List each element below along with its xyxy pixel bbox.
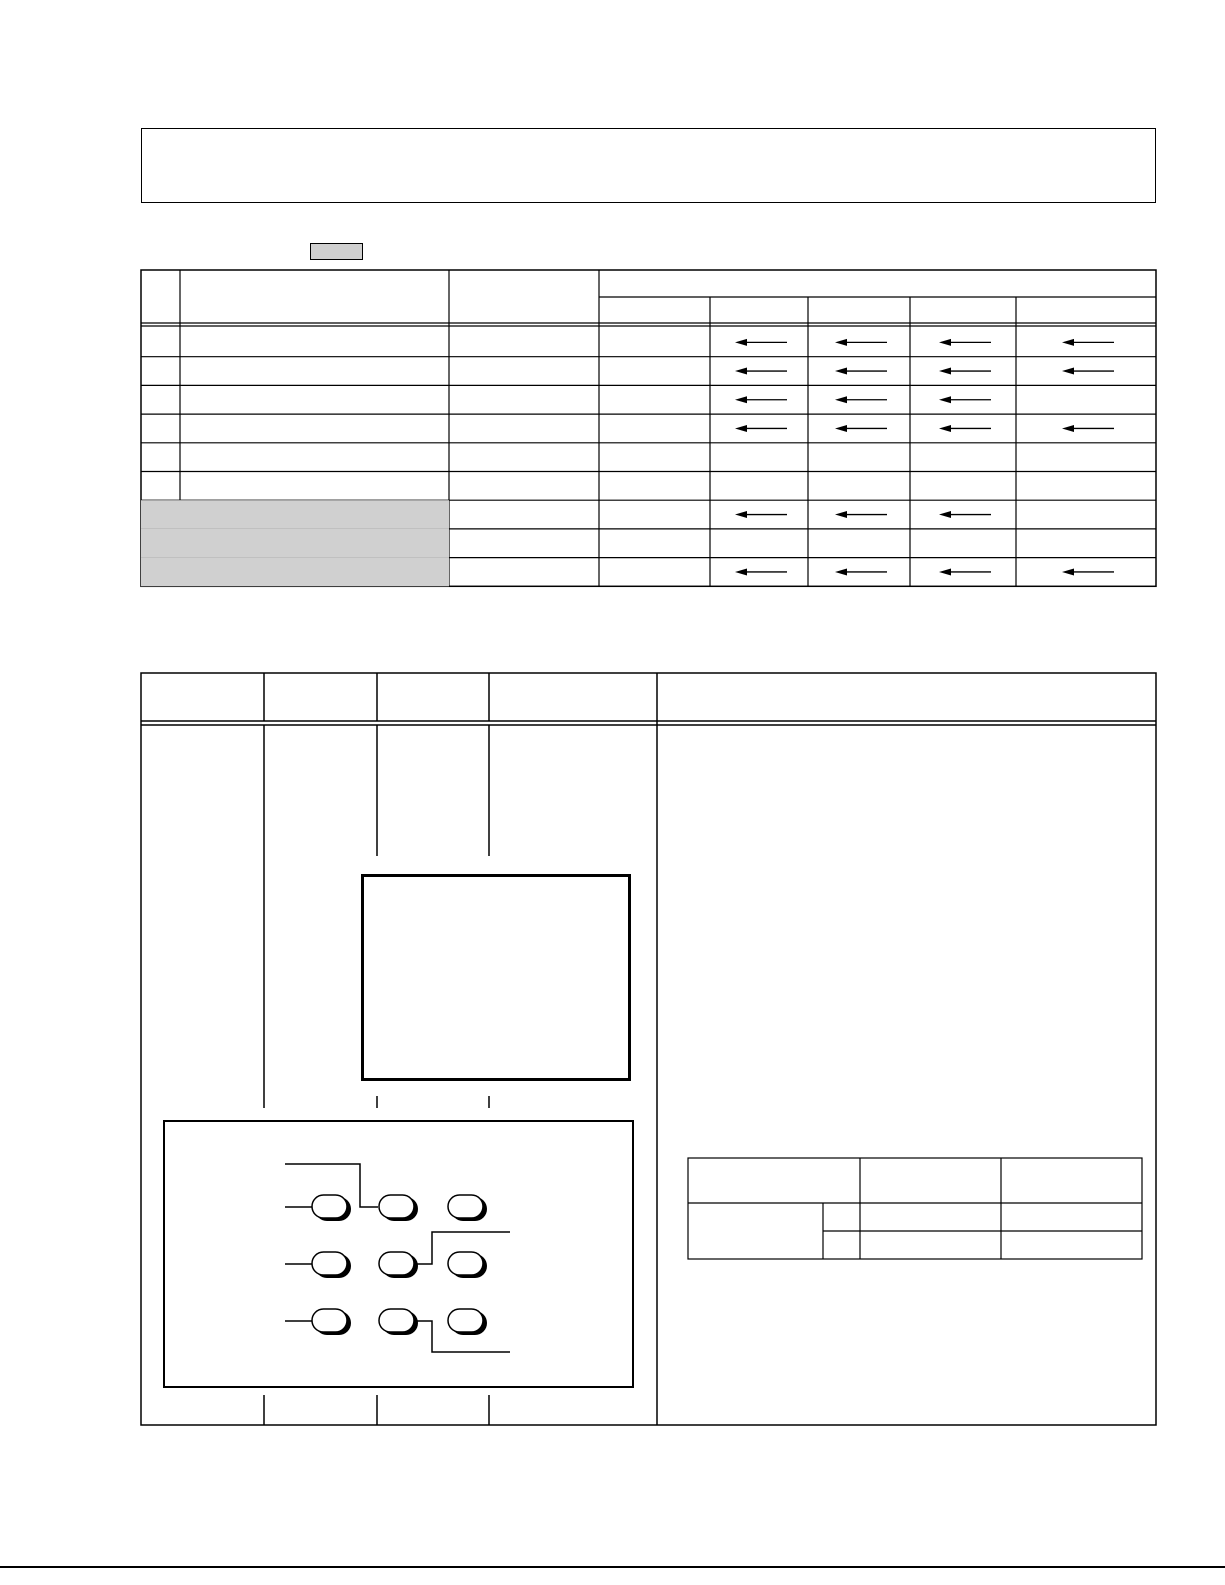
remote-button (312, 1309, 351, 1335)
left-arrow-icon (835, 339, 887, 346)
adjustment-table (0, 0, 1225, 620)
remote-buttons (0, 1100, 1225, 1400)
left-arrow-icon (735, 425, 787, 432)
page-bottom-rule (0, 1566, 1225, 1568)
remote-button (379, 1252, 418, 1278)
left-arrow-icon (735, 568, 787, 575)
remote-button (448, 1195, 487, 1221)
left-arrow-icon (1062, 568, 1114, 575)
remote-button (448, 1252, 487, 1278)
left-arrow-icon (939, 339, 991, 346)
remote-button (448, 1309, 487, 1335)
left-arrow-icon (939, 568, 991, 575)
left-arrow-icon (735, 396, 787, 403)
left-arrow-icon (735, 511, 787, 518)
remote-button (379, 1195, 418, 1221)
left-arrow-icon (735, 339, 787, 346)
shaded-cell (141, 500, 449, 529)
left-arrow-icon (939, 368, 991, 375)
left-arrow-icon (735, 368, 787, 375)
left-arrow-icon (835, 396, 887, 403)
shaded-cell (141, 558, 449, 587)
remote-button (312, 1252, 351, 1278)
remote-button (379, 1309, 418, 1335)
screen-diagram-box (361, 874, 631, 1081)
left-arrow-icon (835, 368, 887, 375)
left-arrow-icon (939, 425, 991, 432)
left-arrow-icon (1062, 425, 1114, 432)
left-arrow-icon (1062, 339, 1114, 346)
left-arrow-icon (1062, 368, 1114, 375)
left-arrow-icon (939, 396, 991, 403)
left-arrow-icon (835, 511, 887, 518)
left-arrow-icon (835, 425, 887, 432)
shaded-cell (141, 529, 449, 558)
left-arrow-icon (835, 568, 887, 575)
left-arrow-icon (939, 511, 991, 518)
remote-button (312, 1195, 351, 1221)
